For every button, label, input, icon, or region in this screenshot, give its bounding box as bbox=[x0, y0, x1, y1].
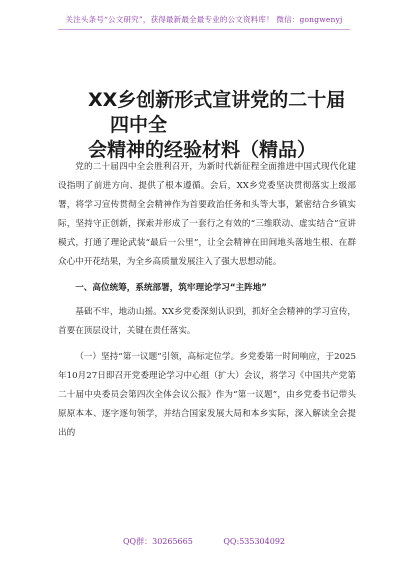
document-title bbox=[88, 88, 358, 163]
footer-qq-contact: QQ:535304092 bbox=[223, 537, 285, 546]
intro-paragraph: 党的二十届四中全会胜利召开，为新时代新征程全面推进中国式现代化建设指明了前进方向、提供了根本遵循。会后，XX乡党委坚决贯彻落实上级部署，将学习宣传贯彻全会精神作为首要政治任务和头等大事，紧密结合乡镇实际，坚持守正创新，探索并形成了一套行之有效的“三维联动、虚实结合”宣讲模式，打通了理论武装“最后一公里”，让全会精神在田间地头落地生根、在群众心中开花结果，为全乡高质量发展注入了强大思想动能。 bbox=[58, 162, 356, 268]
header-banner: 关注头条号“公文研究”，获得最新最全最专业的公文资料库！ 微信：gongwenyj bbox=[65, 15, 343, 24]
body-paragraph: 基础不牢，地动山摇。XX乡党委深刻认识到，抓好全会精神的学习宣传，首要在顶层设计，关键在责任落实。 bbox=[58, 306, 356, 336]
body-paragraph: （一）坚持“第一议题”引领，高标定位学。乡党委第一时间响应，于2025年10月27日即召开党委理论学习中心组（扩大）会议，将学习《中国共产党第二十届中央委员会第四次全体会议公报》作为“第一议题”，由乡党委书记带头原原本本、逐字逐句领学，并结合国家发展大局和本乡实际，深入解读全会提出的 bbox=[58, 351, 356, 439]
document-body bbox=[58, 158, 356, 443]
footer-qq-group: QQ群：30265665 bbox=[122, 537, 193, 546]
section-heading: 一、高位统筹，系统部署，筑牢理论学习“主阵地” bbox=[75, 282, 267, 293]
footer bbox=[0, 536, 408, 547]
header-divider bbox=[58, 29, 350, 30]
title-line-1: XX乡创新形式宣讲党的二十届四中全 bbox=[88, 89, 346, 136]
title-line-2: 会精神的经验材料（精品） bbox=[88, 139, 317, 161]
